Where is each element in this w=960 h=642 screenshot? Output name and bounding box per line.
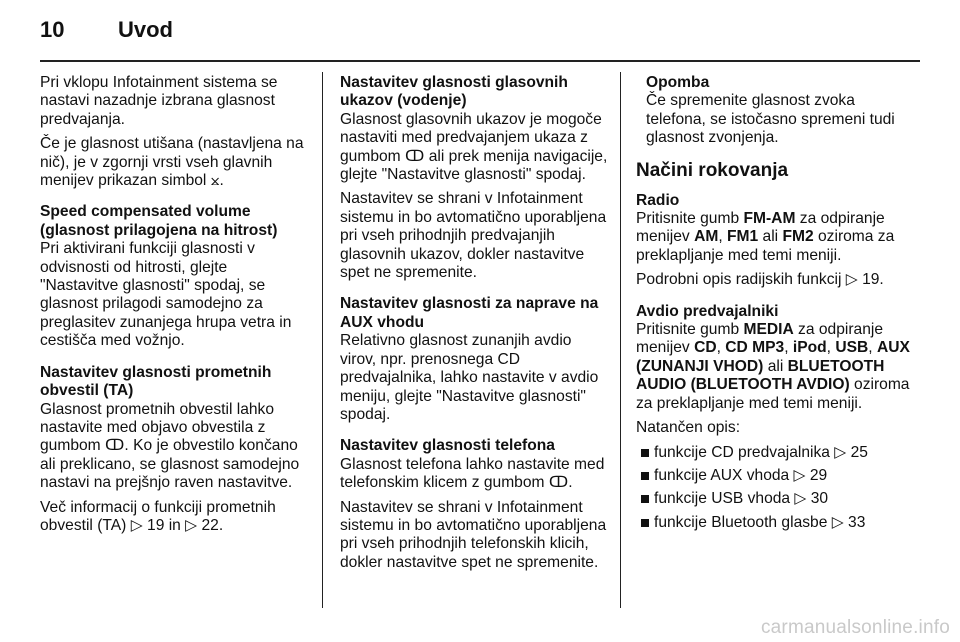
bullet-icon <box>641 449 649 457</box>
menu-name-am: AM <box>694 228 719 246</box>
menu-name-cd-mp3: CD MP3 <box>725 339 785 357</box>
column-divider-2 <box>620 72 621 608</box>
paragraph-audio-players: Pritisnite gumb MEDIA za odpiranje menijev CD, CD MP3, iPod, USB, AUX (ZUNANJI VHOD) ali BLUETOOTH AUDIO (BLUETOOTH AVDIO) oziroma za preklapljanje med temi meniji. <box>636 321 910 412</box>
button-name-media: MEDIA <box>743 321 794 339</box>
function-list <box>636 444 912 533</box>
list-item: funkcije AUX vhoda ▷ 29 <box>636 467 912 485</box>
column-1 <box>40 74 308 541</box>
column-divider-1 <box>322 72 323 608</box>
paragraph-startup-volume: Pri vklopu Infotainment sistema se nastavi nazadnje izbrana glasnost predvajanja. <box>40 74 278 128</box>
paragraph-mute-symbol: Če je glasnost utišana (nastavljena na nič), je v zgornji vrsti vseh glavnih menijev prikazan simbol ⨲. <box>40 135 304 190</box>
header-divider <box>40 60 920 62</box>
heading-audio-players: Avdio predvajalniki <box>636 302 779 320</box>
list-item: funkcije CD predvajalnika ▷ 25 <box>636 444 912 462</box>
paragraph-nav-volume-1: Glasnost glasovnih ukazov je mogoče nastaviti med predvajanjem ukaza z gumbom ↀ ali prek menija navigacije, glejte "Nastavitve glasnosti" spodaj. <box>340 110 608 184</box>
paragraph-radio: Pritisnite gumb FM-AM za odpiranje menijev AM, FM1 ali FM2 oziroma za preklapljanje med temi meniji. <box>636 210 895 264</box>
paragraph-ta-reference: Več informacij o funkciji prometnih obvestil (TA) ▷ 19 in ▷ 22. <box>40 498 276 534</box>
page-header <box>0 0 960 62</box>
heading-phone-volume: Nastavitev glasnosti telefona <box>340 437 555 455</box>
heading-radio: Radio <box>636 191 680 209</box>
list-item: funkcije USB vhoda ▷ 30 <box>636 490 912 508</box>
note-title: Opomba <box>646 74 710 91</box>
paragraph-detail-label: Natančen opis: <box>636 419 741 437</box>
bullet-icon <box>641 519 649 527</box>
paragraph-aux-volume: Relativno glasnost zunanjih avdio virov, npr. prenosnega CD predvajalnika, lahko nastavite v avdio meniju, glejte "Nastavitve glasnosti" spodaj. <box>340 332 599 423</box>
button-name-fm-am: FM-AM <box>743 210 796 228</box>
heading-aux-volume: Nastavitev glasnosti za naprave na AUX vhodu <box>340 295 599 331</box>
menu-name-cd: CD <box>694 339 717 357</box>
watermark: carmanualsonline.info <box>760 617 950 638</box>
menu-name-fm1: FM1 <box>727 228 759 246</box>
section-heading-operation: Načini rokovanja <box>636 159 789 181</box>
column-3 <box>636 74 912 537</box>
menu-name-bluetooth-audio: BLUETOOTH AUDIO (BLUETOOTH AVDIO) <box>636 357 885 394</box>
heading-traffic-volume: Nastavitev glasnosti prometnih obvestil (TA) <box>40 363 272 400</box>
paragraph-nav-volume-2: Nastavitev se shrani v Infotainment sistemu in bo avtomatično uporabljena pri vseh prihodnjih predvajanjih glasovnih ukazov, dokler nastavitve spet ne spremenite. <box>340 190 607 282</box>
note-box <box>636 74 912 148</box>
bullet-icon <box>641 472 649 480</box>
page-title: Uvod <box>118 17 173 42</box>
page-number: 10 <box>40 17 65 42</box>
list-item: funkcije Bluetooth glasbe ▷ 33 <box>636 514 912 532</box>
paragraph-speed-volume: Pri aktivirani funkciji glasnosti v odvisnosti od hitrosti, glejte "Nastavitve glasnosti" spodaj, se glasnost prilagodi samodejno za preglasitev zunanjega hrupa vetra in cestišča med vožnjo. <box>40 240 292 350</box>
column-2 <box>340 74 608 578</box>
paragraph-phone-volume-1: Glasnost telefona lahko nastavite med telefonskim klicem z gumbom ↀ. <box>340 455 605 492</box>
menu-name-ipod: iPod <box>792 339 827 357</box>
heading-nav-volume: Nastavitev glasnosti glasovnih ukazov (vodenje) <box>340 74 568 110</box>
paragraph-radio-reference: Podrobni opis radijskih funkcij ▷ 19. <box>636 271 884 289</box>
menu-name-fm2: FM2 <box>782 228 814 246</box>
note-text: Če spremenite glasnost zvoka telefona, se istočasno spremeni tudi glasnost zvonjenja. <box>646 92 895 147</box>
menu-name-usb: USB <box>835 339 869 357</box>
bullet-icon <box>641 495 649 503</box>
menu-name-aux: AUX (ZUNANJI VHOD) <box>636 339 910 375</box>
paragraph-traffic-volume: Glasnost prometnih obvestil lahko nastavite med objavo obvestila z gumbom ↀ. Ko je obvestilo končano ali preklicano, se glasnost samodejno nastavi na prejšnjo raven nastavitve. <box>40 400 300 492</box>
paragraph-phone-volume-2: Nastavitev se shrani v Infotainment sistemu in bo avtomatično uporabljena pri vseh prihodnjih telefonskih klicih, dokler nastavitve spet ne spremenite. <box>340 498 607 571</box>
heading-speed-volume: Speed compensated volume (glasnost prilagojena na hitrost) <box>40 203 278 239</box>
